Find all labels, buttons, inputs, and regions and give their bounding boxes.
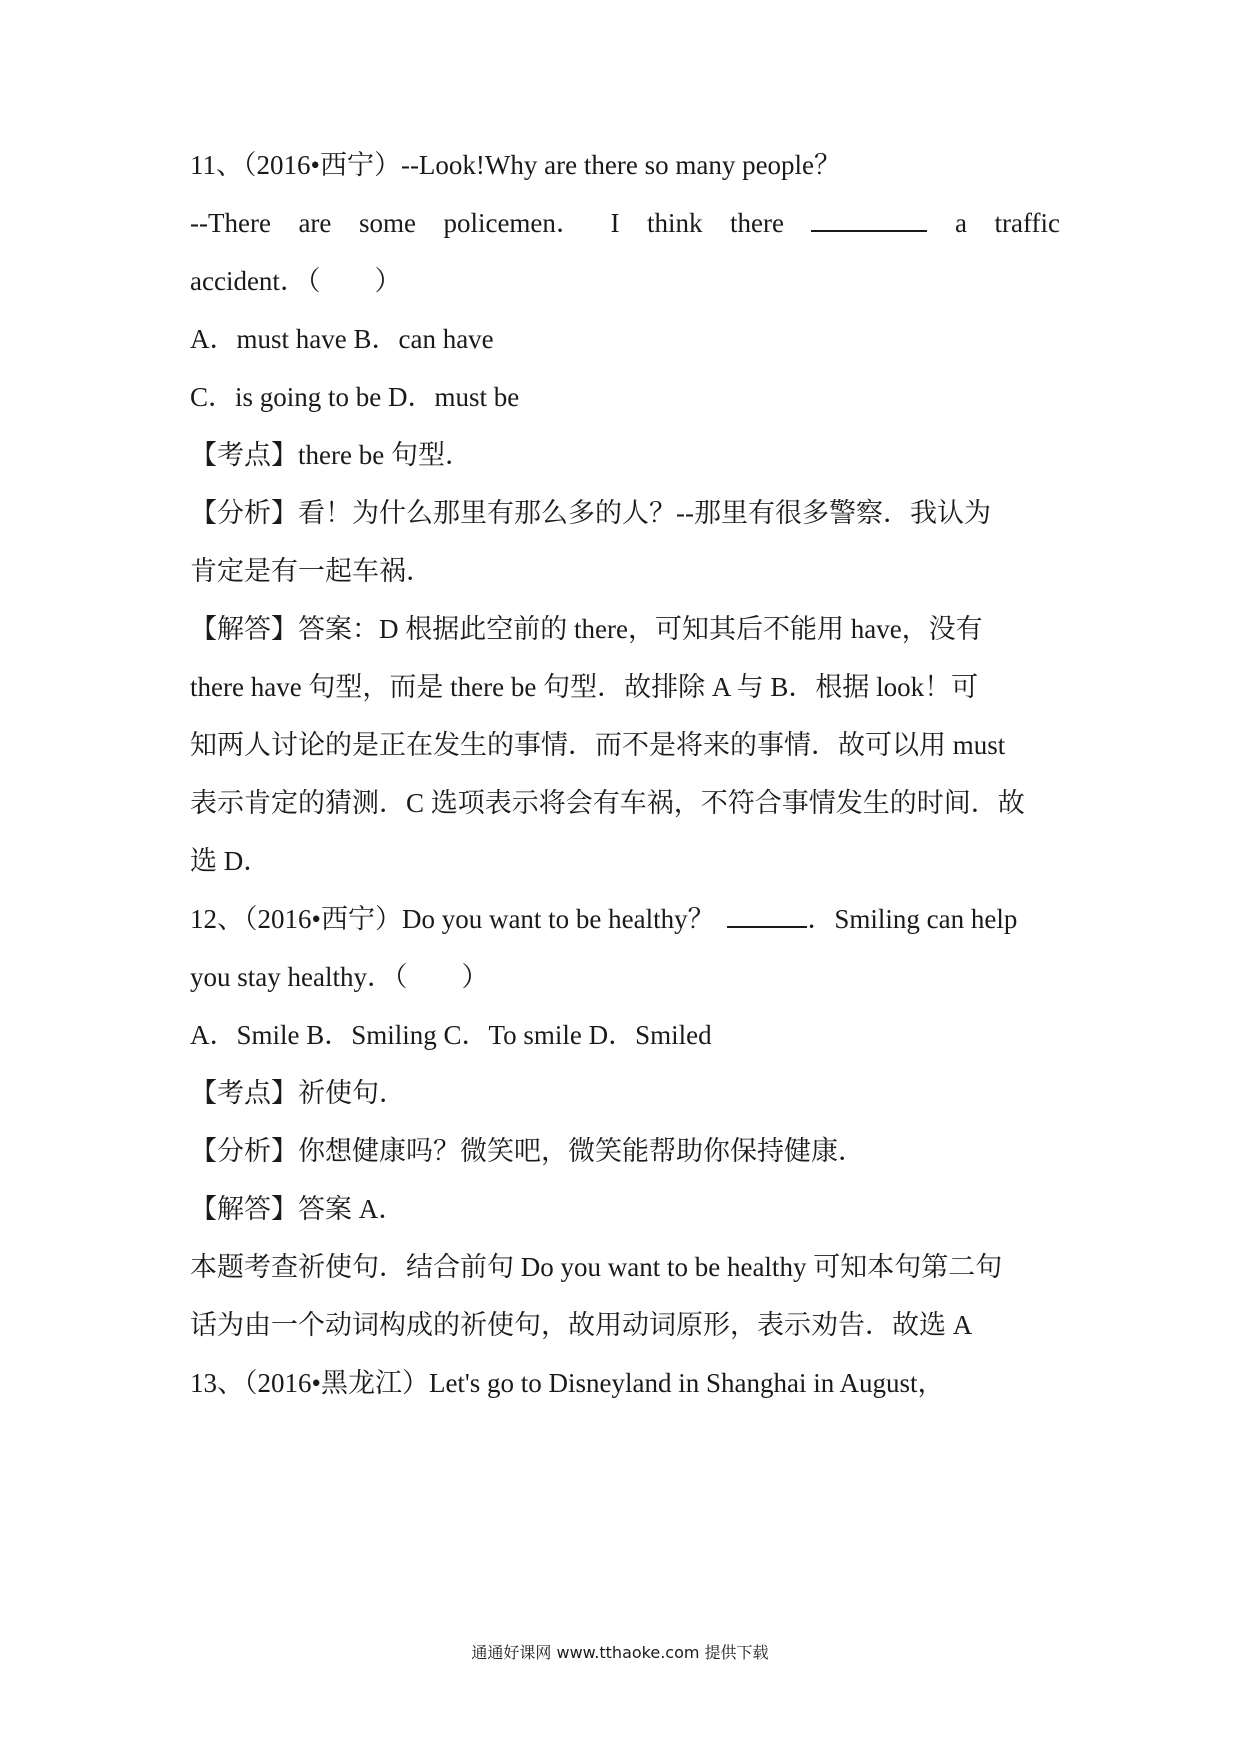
q11-word: some xyxy=(358,208,416,238)
q11-stem-line2 xyxy=(190,206,1060,240)
q11-word: traffic xyxy=(994,208,1060,238)
q13-stem-line1: 13、（2016•黑龙江）Let's go to Disneyland in Shanghai in August， xyxy=(190,1368,945,1398)
q11-word: I xyxy=(610,208,620,238)
answer-blank xyxy=(727,902,807,928)
q11-jieda-line1: 【解答】答案：D 根据此空前的 there，可知其后不能用 have，没有 xyxy=(190,614,983,644)
q12-stem-post: ．Smiling can help xyxy=(807,904,1018,934)
q11-jieda-line2: there have 句型，而是 there be 句型．故排除 A 与 B．根据 look！可 xyxy=(190,672,979,702)
page-footer: 通通好课网 www.tthaoke.com 提供下载 xyxy=(471,1643,769,1662)
q12-kaodian: 【考点】祈使句． xyxy=(190,1078,406,1108)
q11-word: policemen． xyxy=(443,208,583,238)
q11-options-ab: A．must have B．can have xyxy=(190,324,494,354)
q12-stem-line1 xyxy=(190,902,1060,936)
q11-jieda-line3: 知两人讨论的是正在发生的事情．而不是将来的事情．故可以用 must xyxy=(190,730,1006,760)
q11-word: --There xyxy=(190,208,271,238)
q11-stem-line1: 11、（2016•西宁）--Look!Why are there so many people？ xyxy=(190,150,842,180)
answer-blank xyxy=(811,206,927,232)
q11-jieda-line4: 表示肯定的猜测．C 选项表示将会有车祸，不符合事情发生的时间．故 xyxy=(190,788,1025,818)
q11-fenxi-line2: 肯定是有一起车祸． xyxy=(190,556,433,586)
q11-stem-line3: accident．（ ） xyxy=(190,266,402,296)
q11-jieda-line5: 选 D． xyxy=(190,846,271,876)
q11-word: think xyxy=(646,208,703,238)
q11-word: a xyxy=(954,208,967,238)
q11-options-cd: C．is going to be D．must be xyxy=(190,382,520,412)
q12-stem-pre: 12、（2016•西宁）Do you want to be healthy？ xyxy=(190,904,715,934)
q12-explain-line1: 本题考查祈使句．结合前句 Do you want to be healthy 可知本句第二句 xyxy=(190,1252,1003,1282)
q11-fenxi-line1: 【分析】看！为什么那里有那么多的人？--那里有很多警察．我认为 xyxy=(190,498,991,528)
q11-word: are xyxy=(298,208,332,238)
q12-options: A．Smile B．Smiling C．To smile D．Smiled xyxy=(190,1020,712,1050)
q12-stem-line2: you stay healthy．（ ） xyxy=(190,962,489,992)
q11-word: there xyxy=(729,208,784,238)
q12-explain-line2: 话为由一个动词构成的祈使句，故用动词原形，表示劝告．故选 A xyxy=(190,1310,973,1340)
q11-kaodian: 【考点】there be 句型． xyxy=(190,440,472,470)
q12-jieda: 【解答】答案 A． xyxy=(190,1194,406,1224)
q12-fenxi: 【分析】你想健康吗？微笑吧，微笑能帮助你保持健康． xyxy=(190,1136,865,1166)
